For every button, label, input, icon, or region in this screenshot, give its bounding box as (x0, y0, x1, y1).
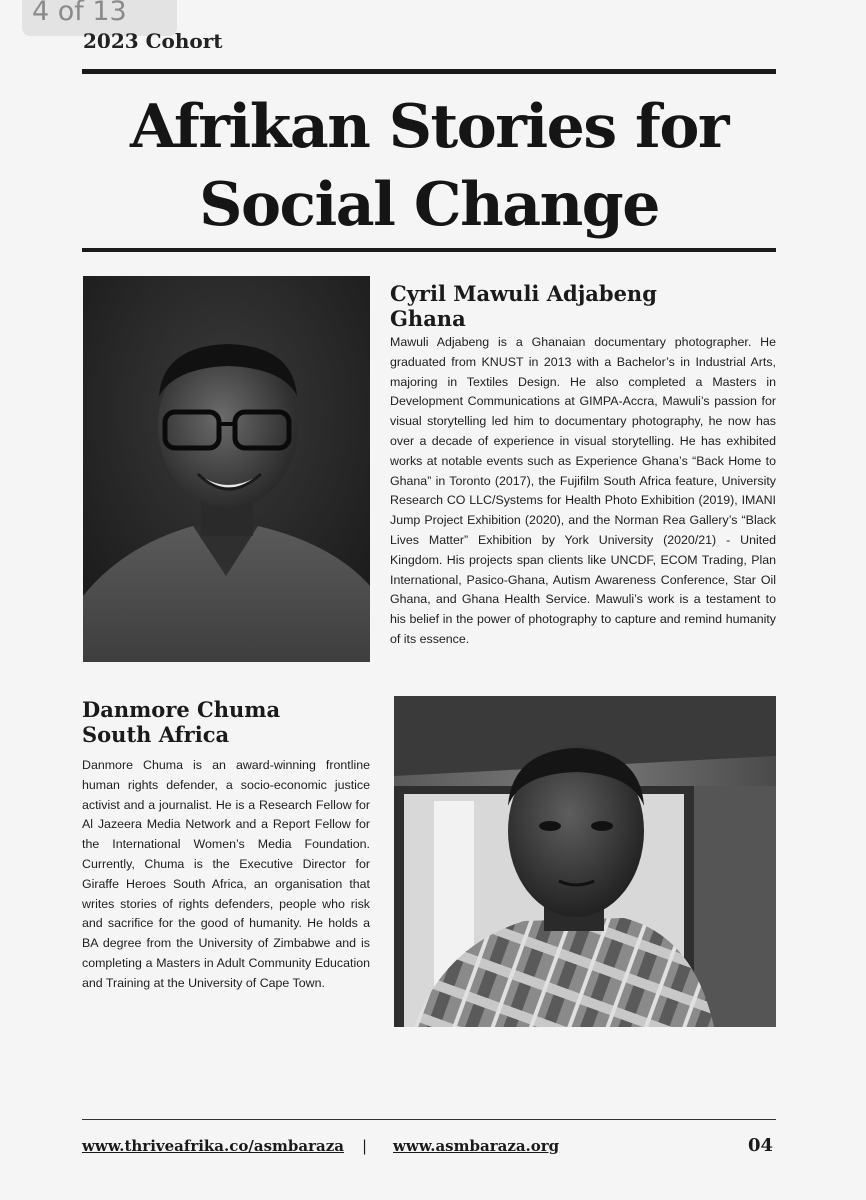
profile-name-cyril (390, 281, 657, 331)
profile-name: Danmore Chuma (82, 697, 281, 722)
footer-divider (82, 1119, 776, 1120)
profile-country: South Africa (82, 722, 230, 747)
page-title (82, 88, 776, 244)
profile-bio-cyril: Mawuli Adjabeng is a Ghanaian documentary photographer. He graduated from KNUST in 2013 with a Bachelor’s in Industrial Arts, majoring in Textiles Design. He also completed a Masters in Development Communications at GIMPA-Accra, Mawuli’s passion for visual storytelling led him to documentary photography, he now has over a decade of experience in visual storytelling. He has exhibited works at notable events such as Experience Ghana’s “Back Home to Ghana” in Toronto (2017), the Fujifilm South Africa feature, University Research CO LLC/Systems for Health Photo Exhibition (2019), IMANI Jump Project Exhibition (2020), and the Norman Rea Gallery’s “Black Lives Matter” Exhibition by York University (2020/21) - United Kingdom. His projects span clients like UNCDF, ECOM Trading, Plan International, Pasico-Ghana, Autism Awareness Conference, Star Oil Ghana, and Ghana Health Service. Mawuli’s work is a testament to his belief in the power of photography to capture and remind humanity of its essence. (390, 335, 776, 646)
profile-name-danmore (82, 697, 280, 747)
page-counter: 4 of 13 (22, 0, 177, 36)
title-divider (82, 248, 776, 252)
profile-bio-danmore: Danmore Chuma is an award-winning frontline human rights defender, a socio-economic justice activist and a journalist. He is a Research Fellow for Al Jazeera Media Network and a Report Fellow for the International Women’s Media Foundation. Currently, Chuma is the Executive Director for Giraffe Heroes South Africa, an organisation that writes stories of rights defenders, people who risk and sacrifice for the good of humanity. He holds a BA degree from the University of Zimbabwe and is completing a Masters in Adult Community Education and Training at the University of Cape Town. (82, 758, 370, 990)
footer-link-asmbaraza[interactable]: www.asmbaraza.org (393, 1137, 560, 1155)
page-number: 04 (748, 1135, 774, 1156)
top-divider (82, 69, 776, 74)
cohort-label: 2023 Cohort (83, 29, 223, 48)
profile-country: Ghana (390, 306, 466, 331)
portrait-photo-danmore (394, 696, 776, 1027)
portrait-photo-cyril (83, 276, 370, 662)
footer-separator: | (362, 1137, 368, 1155)
profile-name: Cyril Mawuli Adjabeng (390, 281, 657, 306)
footer-link-thriveafrika[interactable]: www.thriveafrika.co/asmbaraza (82, 1137, 344, 1155)
page-title-line-2: Social Change (199, 170, 659, 240)
page-title-line-1: Afrikan Stories for (130, 92, 728, 162)
